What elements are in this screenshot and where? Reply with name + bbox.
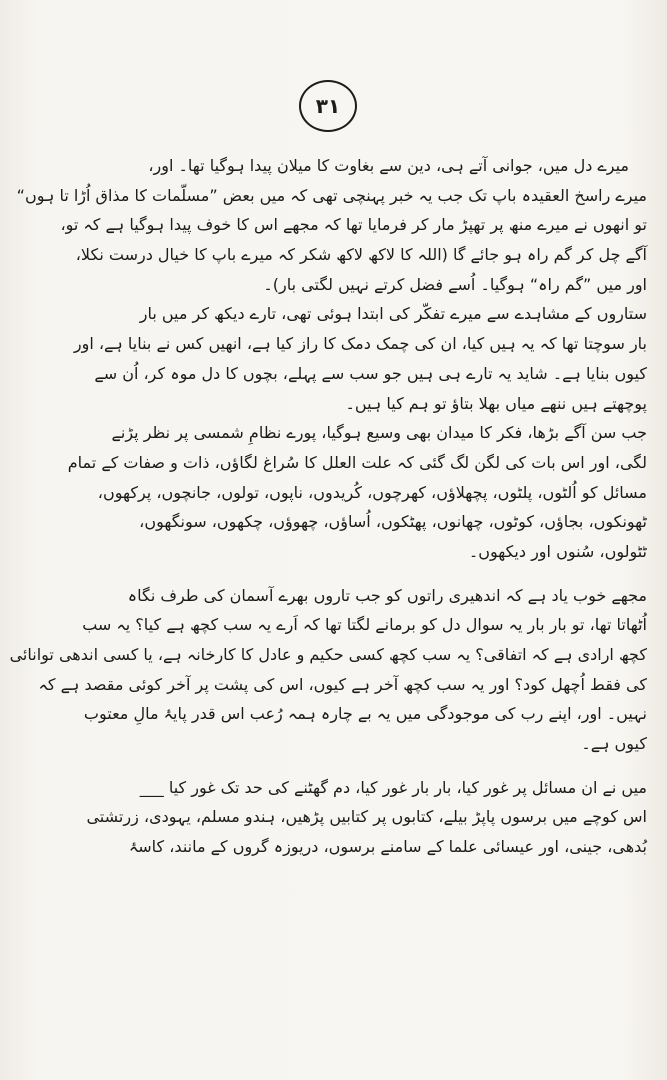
text-line: لگی، اور اس بات کی لگن لگ گئی کہ علت العلل کا سُراغ لگاؤں، ذات و صفات کے تمام bbox=[67, 452, 647, 472]
text-line: میرے راسخ العقیدہ باپ تک جب یہ خبر پہنچی تھی کہ میں بعض ”مسلّمات کا مذاق اُڑا تا ہوں“ bbox=[16, 185, 647, 205]
text-line: اس کوچے میں برسوں پاپڑ بیلے، کتابوں پر کتابیں پڑھیں، ہندو مسلم، یہودی، زرتشتی bbox=[86, 807, 647, 827]
text-line: اور میں ”گم راہ“ ہوگیا۔ اُسے فضل کرتے نہیں لگتی بار)۔ bbox=[263, 274, 647, 294]
text-line: میرے دل میں، جوانی آتے ہی، دین سے بغاوت کا میلان پیدا ہوگیا تھا۔ اور، bbox=[148, 156, 629, 175]
page-number: ۳۱ bbox=[299, 80, 357, 132]
text-line: آگے چل کر گم راہ ہو جائے گا (اللہ کا لاکھ لاکھ شکر کہ میرے باپ کا خیال درست نکلا، bbox=[75, 245, 647, 265]
text-line: اُٹھاتا تھا، تو بار بار یہ سوال دل کو برمانے لگتا تھا کہ اَرے یہ سب کچھ ہے کیا؟ یہ سب bbox=[82, 615, 647, 635]
paragraph bbox=[16, 155, 647, 303]
paragraph bbox=[73, 303, 647, 422]
text-line: بار سوچتا تھا کہ یہ ہیں کیا، ان کی چمک دمک کا راز کیا ہے، انھیں کس نے بنایا ہے، اور bbox=[73, 334, 647, 354]
text-line: کیوں بنایا ہے۔ شاید یہ تارے ہی ہیں جو سب سے پہلے، بچوں کا دل موہ کر، اُن سے bbox=[94, 363, 647, 383]
paragraph bbox=[86, 777, 647, 866]
text-line: کچھ ارادی ہے کہ اتفاقی؟ یہ سب کچھ کسی حکیم و عادل کا کارخانہ ہے، یا کسی اندھی توانائی bbox=[9, 645, 647, 664]
text-line: جب سن آگے بڑھا، فکر کا میدان بھی وسیع ہوگیا، پورے نظامِ شمسی پر نظر پڑنے bbox=[111, 423, 647, 443]
text-line: مجھے خوب یاد ہے کہ اندھیری راتوں کو جب تاروں بھرے آسمان کی طرف نگاہ bbox=[127, 585, 647, 605]
text-line: بُدھی، جینی، اور عیسائی علما کے سامنے برسوں، دریوزہ گروں کے مانند، کاسۂ bbox=[128, 837, 647, 857]
body-text bbox=[9, 155, 647, 866]
text-line: کی فقط اُچھل کود؟ اور یہ سب کچھ آخر ہے کیوں، اس کی پشت پر آخر کوئی مقصد ہے کہ bbox=[38, 674, 647, 694]
paragraph-spacer bbox=[92, 571, 647, 585]
paragraph bbox=[9, 585, 647, 763]
text-line: نہیں۔ اور، اپنے رب کی موجودگی میں یہ بے چارہ ہمہ رُعب اس قدر پایۂ مالِ معتوب bbox=[83, 704, 647, 724]
text-line: ٹھونکوں، بجاؤں، کوٹوں، چھانوں، پھٹکوں، اُساؤں، چھوؤں، چکھوں، سونگھوں، bbox=[139, 512, 647, 532]
text-line: ستاروں کے مشاہدے سے میرے تفکّر کی ابتدا ہوئی تھی، تارے دیکھ کر میں بار bbox=[139, 304, 647, 324]
text-line: کیوں ہے۔ bbox=[581, 734, 647, 754]
paragraph-spacer bbox=[92, 763, 647, 777]
text-line: ٹٹولوں، سُنوں اور دیکھوں۔ bbox=[468, 541, 647, 561]
paragraph bbox=[67, 422, 647, 570]
text-line: مسائل کو اُلٹوں، پلٹوں، پچھلاؤں، کھرچوں، کُریدوں، ناپوں، تولوں، جانچوں، پرکھوں، bbox=[97, 482, 647, 502]
text-line: تو انھوں نے میرے منھ پر تھپڑ مار کر فرمایا تھا کہ مجھے اس کا خوف پیدا ہوگیا ہے کہ تو، bbox=[60, 215, 647, 235]
text-line: پوچھتے ہیں ننھے میاں بھلا بتاؤ تو ہم کیا ہیں۔ bbox=[345, 393, 647, 413]
text-line: میں نے ان مسائل پر غور کیا، بار بار غور کیا، دم گھٹنے کی حد تک غور کیا ___ bbox=[139, 777, 647, 797]
